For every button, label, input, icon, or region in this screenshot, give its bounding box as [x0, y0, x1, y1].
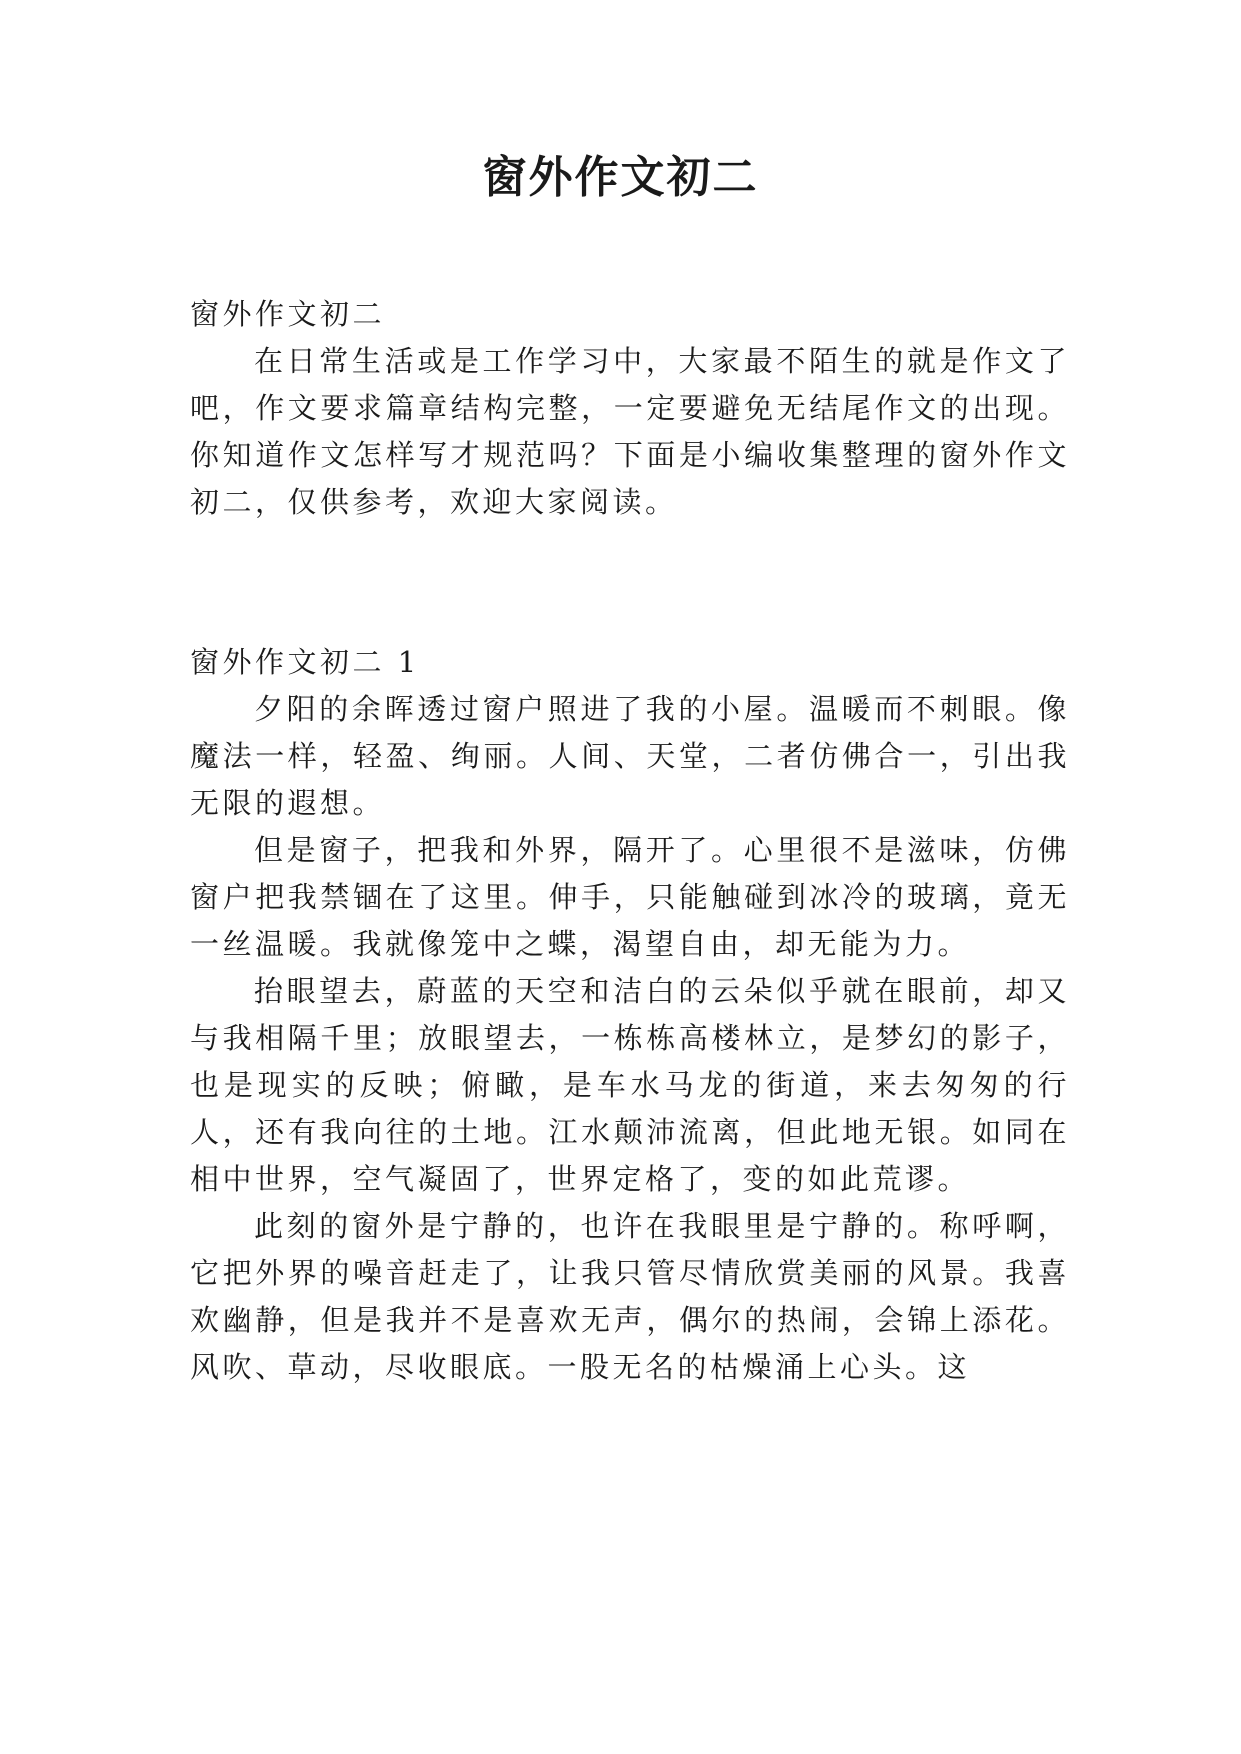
essay-1-heading: 窗外作文初二 1	[190, 645, 420, 679]
essay-1-section	[190, 639, 1070, 1391]
intro-section	[190, 291, 1070, 526]
essay-1-paragraph-1: 夕阳的余晖透过窗户照进了我的小屋。温暖而不刺眼。像魔法一样，轻盈、绚丽。人间、天堂，二者仿佛合一，引出我无限的遐想。	[190, 692, 1070, 820]
intro-paragraph: 在日常生活或是工作学习中，大家最不陌生的就是作文了吧，作文要求篇章结构完整，一定要避免无结尾作文的出现。你知道作文怎样写才规范吗？下面是小编收集整理的窗外作文初二，仅供参考，欢迎大家阅读。	[190, 344, 1070, 519]
essay-1-paragraph-2: 但是窗子，把我和外界，隔开了。心里很不是滋味，仿佛窗户把我禁锢在了这里。伸手，只能触碰到冰冷的玻璃，竟无一丝温暖。我就像笼中之蝶，渴望自由，却无能为力。	[190, 833, 1070, 961]
essay-1-paragraph-4: 此刻的窗外是宁静的，也许在我眼里是宁静的。称呼啊，它把外界的噪音赶走了，让我只管尽情欣赏美丽的风景。我喜欢幽静，但是我并不是喜欢无声，偶尔的热闹，会锦上添花。风吹、草动，尽收眼底。一股无名的枯燥涌上心头。这	[190, 1209, 1070, 1384]
document-title: 窗外作文初二	[482, 152, 759, 203]
essay-1-paragraph-3: 抬眼望去，蔚蓝的天空和洁白的云朵似乎就在眼前，却又与我相隔千里；放眼望去，一栋栋高楼林立，是梦幻的影子，也是现实的反映；俯瞰，是车水马龙的街道，来去匆匆的行人，还有我向往的土地。江水颠沛流离，但此地无银。如同在相中世界，空气凝固了，世界定格了，变的如此荒谬。	[190, 974, 1070, 1196]
intro-heading: 窗外作文初二	[190, 297, 386, 331]
